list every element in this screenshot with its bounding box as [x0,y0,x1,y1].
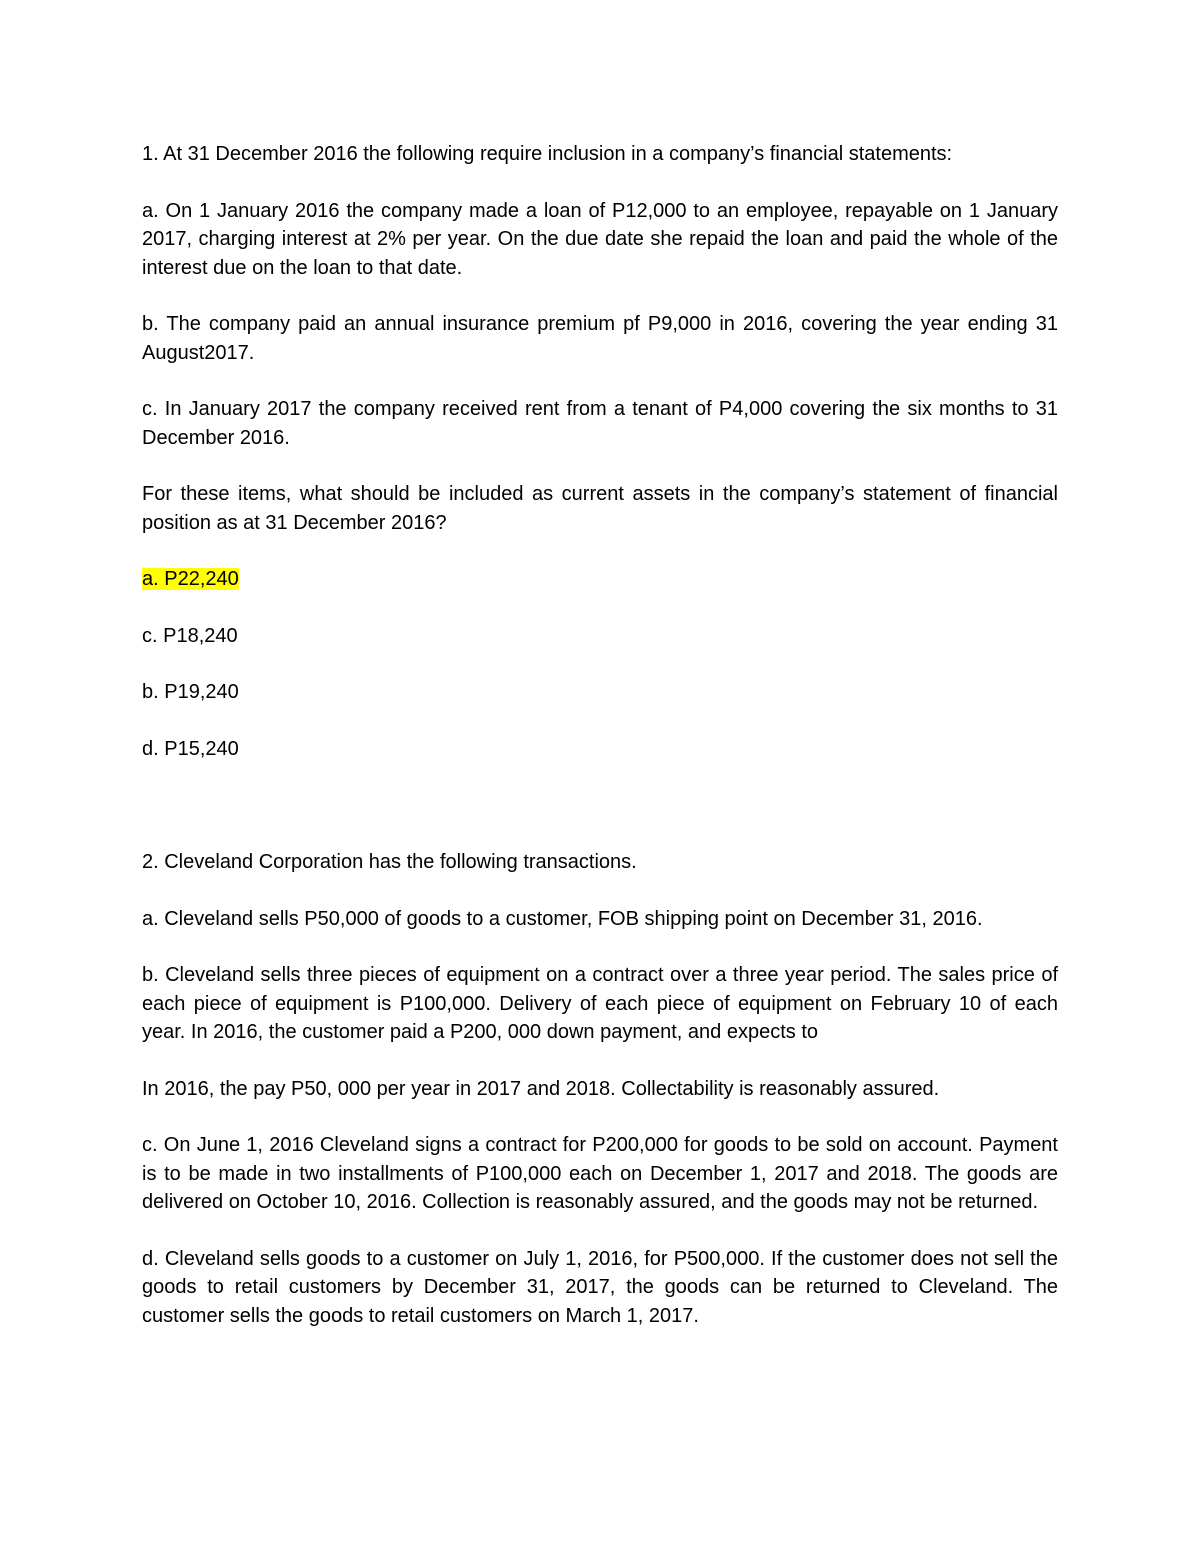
q1-option [142,735,1058,764]
q1-option [142,565,1058,594]
q1-option [142,678,1058,707]
q1-stem: 1. At 31 December 2016 the following require inclusion in a company’s financial statements: [142,143,953,165]
q1-item-a: a. On 1 January 2016 the company made a loan of P12,000 to an employee, repayable on 1 January 2017, charging interest at 2% per year. On the due date she repaid the loan and paid the whole of the interest due on the loan to that date. [142,199,1058,279]
q1-option-text: d. P15,240 [142,737,239,760]
q2-stem: 2. Cleveland Corporation has the following transactions. [142,851,637,873]
q2-item-b-continued: In 2016, the pay P50, 000 per year in 2017 and 2018. Collectability is reasonably assured. [142,1077,940,1100]
q2-item-d: d. Cleveland sells goods to a customer on July 1, 2016, for P500,000. If the customer does not sell the goods to retail customers by December 31, 2017, the goods can be returned to Cleveland. The customer sells the goods to retail customers on March 1, 2017. [142,1247,1058,1327]
q2-item-a: a. Cleveland sells P50,000 of goods to a customer, FOB shipping point on December 31, 2016. [142,907,983,930]
q1-option-highlighted: a. P22,240 [142,568,239,590]
q1-options [142,565,1058,763]
q1-option-text: c. P18,240 [142,624,238,647]
q1-item-b: b. The company paid an annual insurance premium pf P9,000 in 2016, covering the year ending 31 August2017. [142,313,1058,364]
q1-option-text: b. P19,240 [142,681,239,703]
document-page [142,140,1058,1358]
q2-item-c: c. On June 1, 2016 Cleveland signs a contract for P200,000 for goods to be sold on account. Payment is to be made in two installments of P100,000 each on December 1, 2017 and 2018. The goods are delivered on October 10, 2016. Collection is reasonably assured, and the goods may not be returned. [142,1134,1058,1213]
q1-option [142,622,1058,651]
q1-item-c: c. In January 2017 the company received rent from a tenant of P4,000 covering the six months to 31 December 2016. [142,398,1058,449]
q2-item-b: b. Cleveland sells three pieces of equipment on a contract over a three year period. The sales price of each piece of equipment is P100,000. Delivery of each piece of equipment on February 10 of each year. In 2016, the customer paid a P200, 000 down payment, and expects to [142,964,1058,1043]
q1-question: For these items, what should be included as current assets in the company’s statement of financial position as at 31 December 2016? [142,483,1058,534]
section-gap [142,791,1058,848]
